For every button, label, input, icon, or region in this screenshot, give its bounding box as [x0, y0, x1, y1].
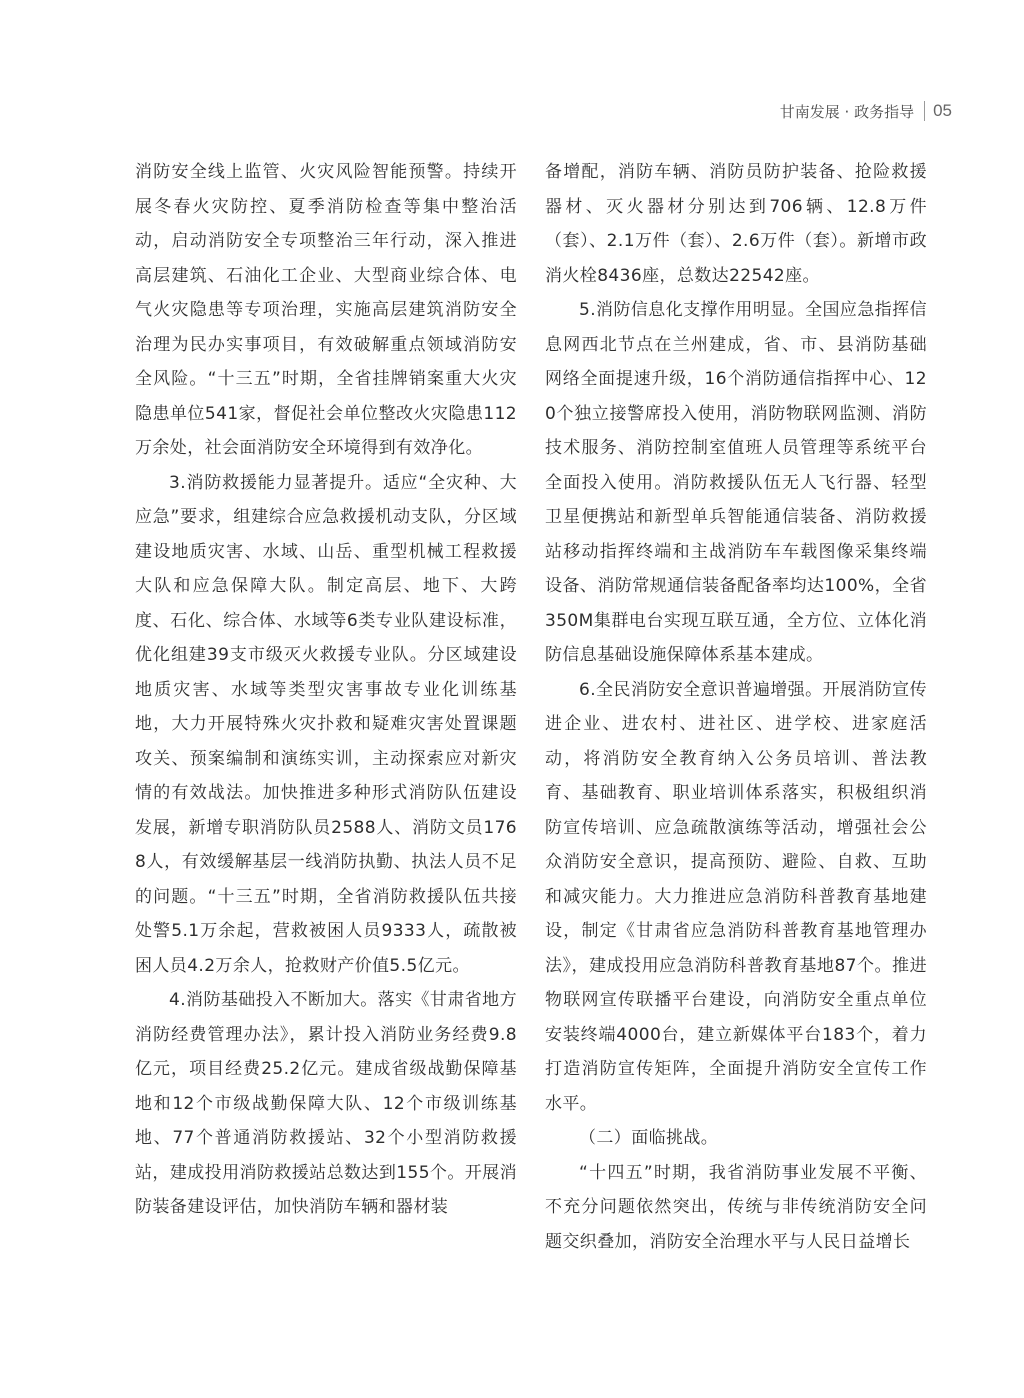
paragraph: 4.消防基础投入不断加大。落实《甘肃省地方消防经费管理办法》，累计投入消防业务经费9.8亿元，项目经费25.2亿元。建成省级战勤保障基地和12个市级战勤保障大队、12个市级训练基地、77个普通消防救援站、32个小型消防救援站，建成投用消防救援站总数达到155个。开展消防装备建设评估，加快消防车辆和器材装	[135, 990, 517, 1217]
publication-title: 甘南发展 · 政务指导	[779, 102, 915, 121]
header-divider	[924, 101, 925, 121]
paragraph: 3.消防救援能力显著提升。适应“全灾种、大应急”要求，组建综合应急救援机动支队，分区域建设地质灾害、水域、山岳、重型机械工程救援大队和应急保障大队。制定高层、地下、大跨度、石化、综合体、水域等6类专业队建设标准，优化组建39支市级灭火救援专业队。分区域建设地质灾害、水域等类型灾害事故专业化训练基地，大力开展特殊火灾扑救和疑难灾害处置课题攻关、预案编制和演练实训，主动探索应对新灾情的有效战法。加快推进多种形式消防队伍建设发展，新增专职消防队员2588人、消防文员1768人，有效缓解基层一线消防执勤、执法人员不足的问题。“十三五”时期，全省消防救援队伍共接处警5.1万余起，营救被困人员9333人，疏散被困人员4.2万余人，抢救财产价值5.5亿元。	[135, 472, 517, 976]
left-column	[135, 155, 517, 1225]
paragraph: 5.消防信息化支撑作用明显。全国应急指挥信息网西北节点在兰州建成，省、市、县消防基础网络全面提速升级，16个消防通信指挥中心、120个独立接警席投入使用，消防物联网监测、消防技术服务、消防控制室值班人员管理等系统平台全面投入使用。消防救援队伍无人飞行器、轻型卫星便携站和新型单兵智能通信装备、消防救援站移动指挥终端和主战消防车车载图像采集终端设备、消防常规通信装备配备率均达100%，全省350M集群电台实现互联互通，全方位、立体化消防信息基础设施保障体系基本建成。	[545, 300, 927, 665]
page-number: 05	[933, 101, 952, 120]
paragraph: 备增配，消防车辆、消防员防护装备、抢险救援器材、灭火器材分别达到706辆、12.8万件（套）、2.1万件（套）、2.6万件（套）。新增市政消火栓8436座，总数达22542座。	[545, 162, 927, 286]
paragraph: “十四五”时期，我省消防事业发展不平衡、不充分问题依然突出，传统与非传统消防安全问题交织叠加，消防安全治理水平与人民日益增长	[545, 1162, 927, 1252]
right-column	[545, 155, 927, 1259]
paragraph: 6.全民消防安全意识普遍增强。开展消防宣传进企业、进农村、进社区、进学校、进家庭活动，将消防安全教育纳入公务员培训、普法教育、基础教育、职业培训体系落实，积极组织消防宣传培训、应急疏散演练等活动，增强社会公众消防安全意识，提高预防、避险、自救、互助和减灾能力。大力推进应急消防科普教育基地建设，制定《甘肃省应急消防科普教育基地管理办法》，建成投用应急消防科普教育基地87个。推进物联网宣传联播平台建设，向消防安全重点单位安装终端4000台，建立新媒体平台183个，着力打造消防宣传矩阵，全面提升消防安全宣传工作水平。	[545, 679, 927, 1114]
running-header	[780, 97, 952, 125]
paragraph: 消防安全线上监管、火灾风险智能预警。持续开展冬春火灾防控、夏季消防检查等集中整治活动，启动消防安全专项整治三年行动，深入推进高层建筑、石油化工企业、大型商业综合体、电气火灾隐患等专项治理，实施高层建筑消防安全治理为民办实事项目，有效破解重点领域消防安全风险。“十三五”时期，全省挂牌销案重大火灾隐患单位541家，督促社会单位整改火灾隐患112万余处，社会面消防安全环境得到有效净化。	[135, 162, 517, 458]
section-heading: （二）面临挑战。	[579, 1128, 719, 1148]
